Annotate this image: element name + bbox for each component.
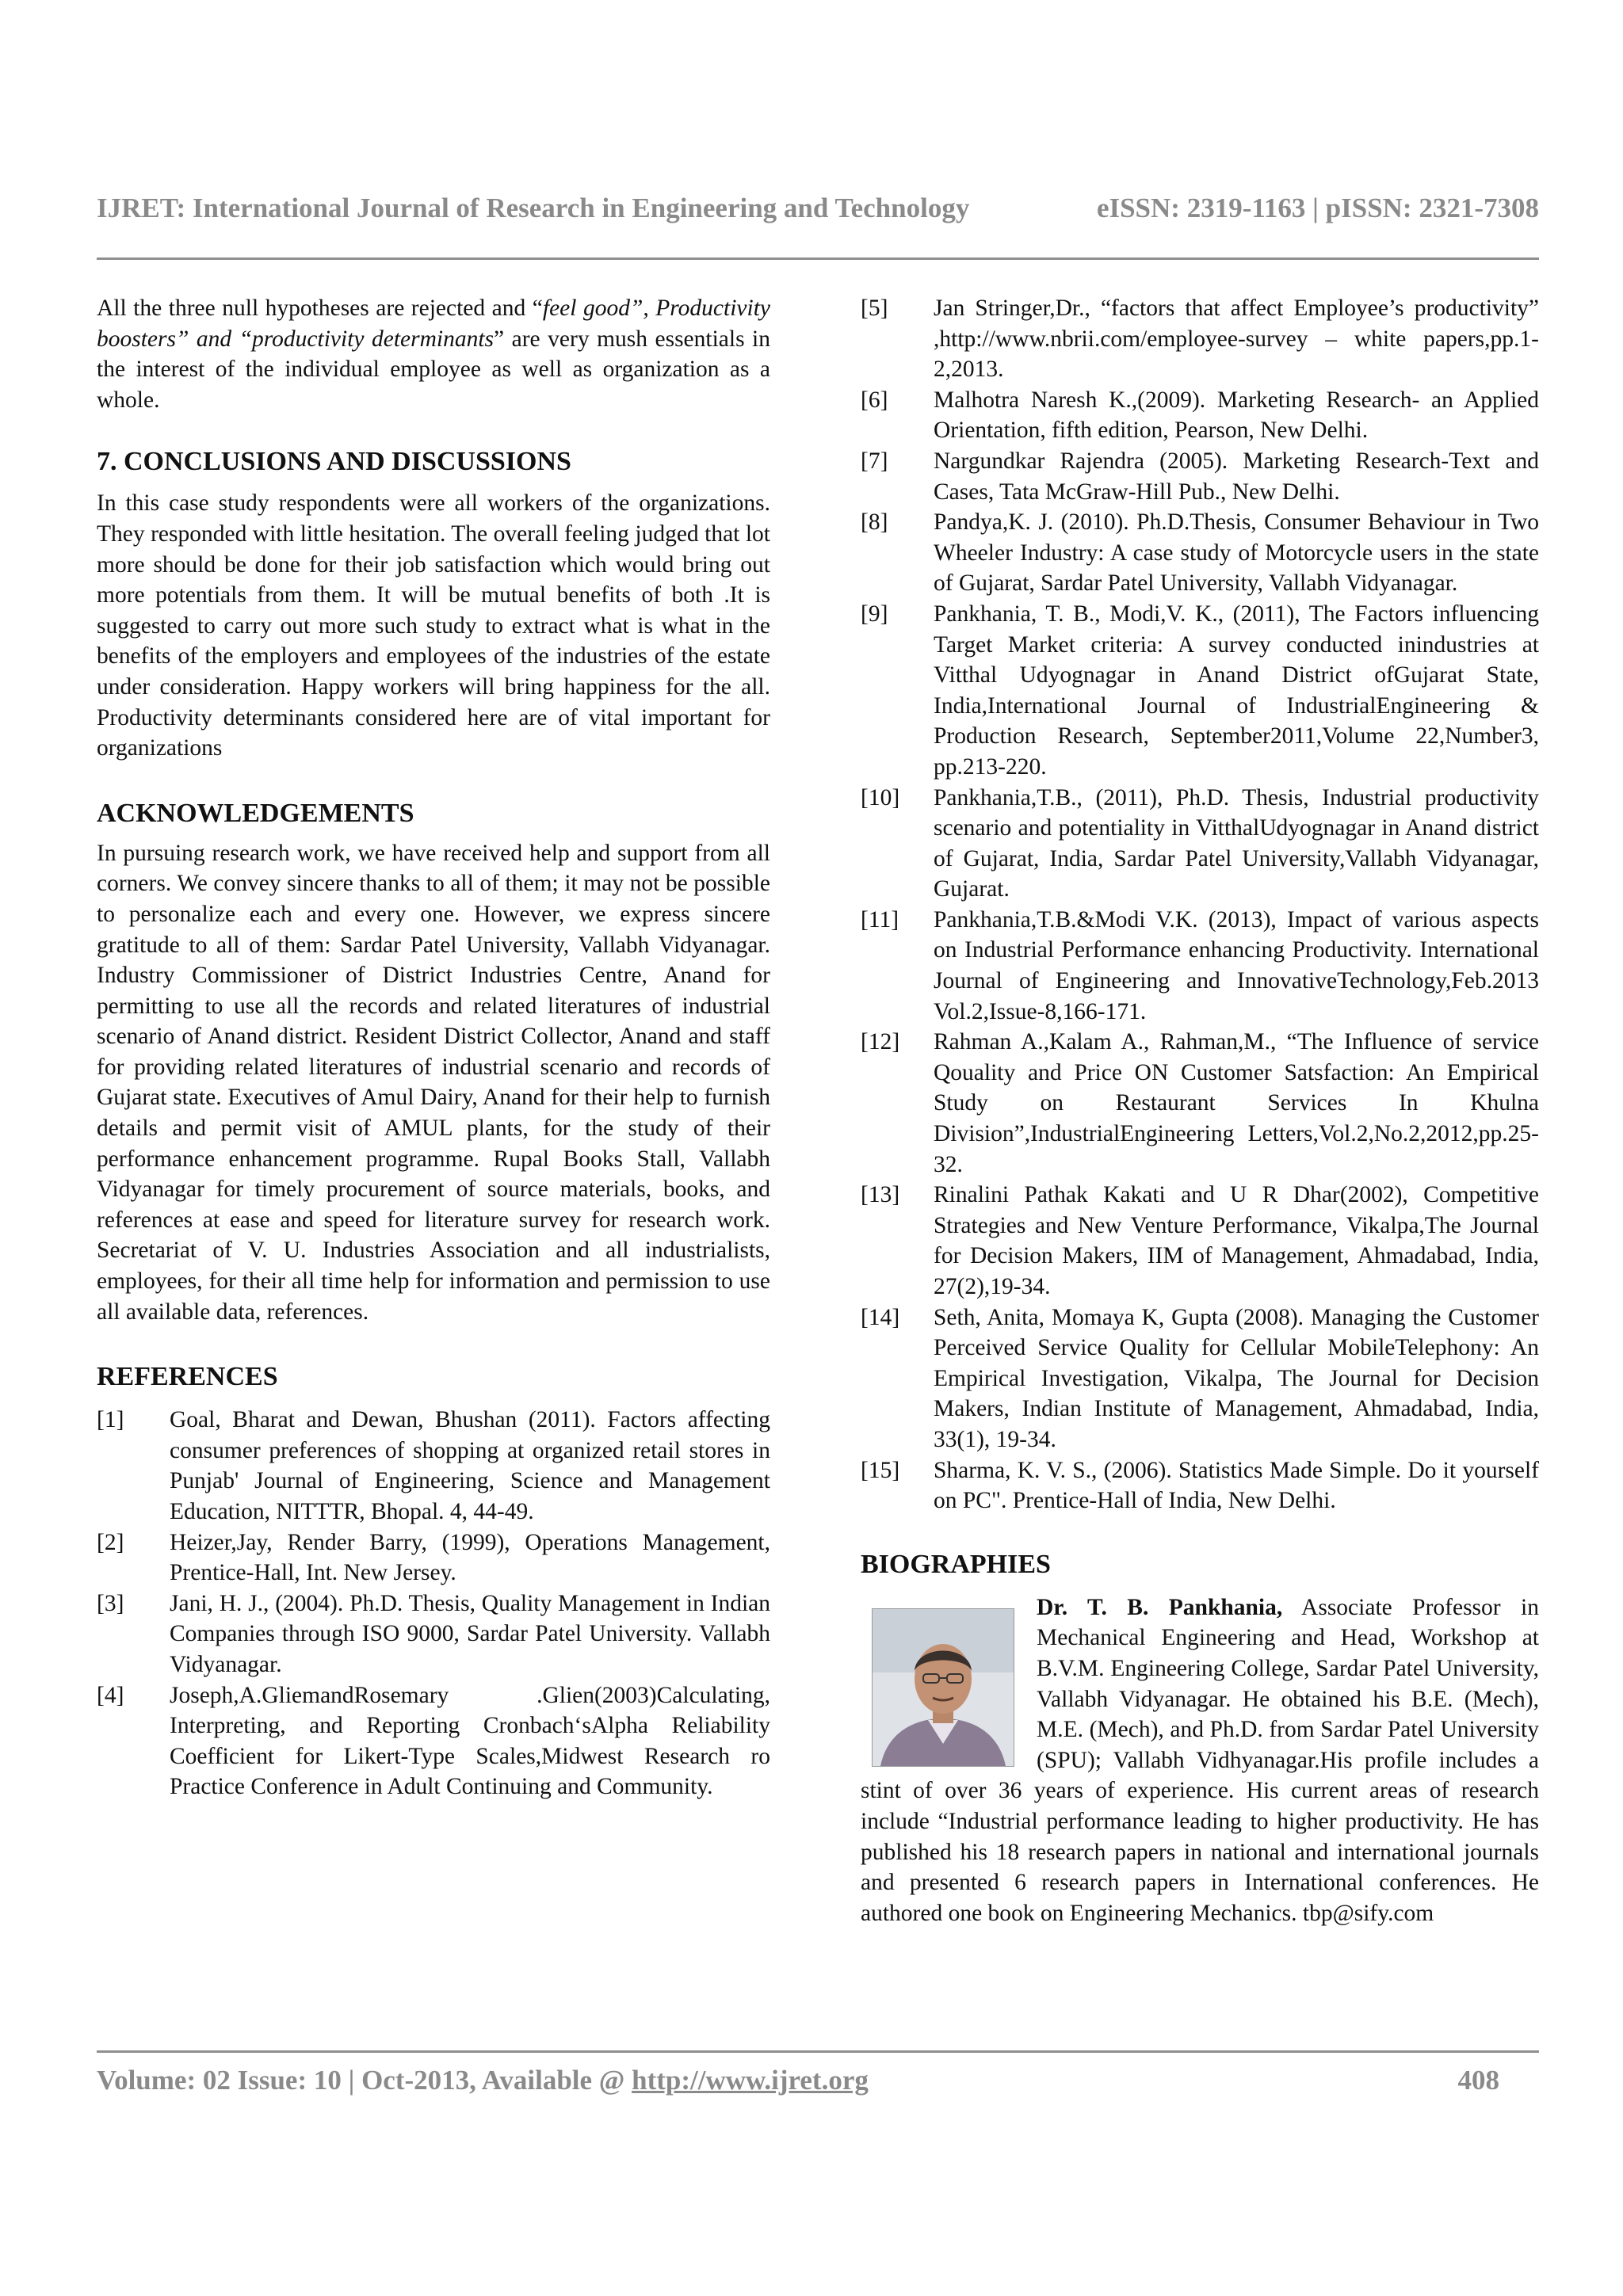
acknowledgements-heading: ACKNOWLEDGEMENTS (97, 798, 414, 828)
left-column (97, 293, 770, 1802)
reference-text: Pankhania,T.B., (2011), Ph.D. Thesis, Industrial productivity scenario and potentiality in VitthalUdyognagar in Anand district of Gujarat, India, Sardar Patel University,Vallabh Vidyanagar, Gujarat. (934, 784, 1539, 902)
reference-item (97, 1589, 770, 1680)
conclusions-paragraph: In this case study respondents were all workers of the organizations. They responded with little hesitation. The overall feeling judged that lot more should be done for their job satisfaction which would bring out more potentials from them. It will be mutual benefits of both .It is suggested to carry out more such study to extract what is what in the benefits of the employers and employees of the industries of the estate under consideration. Happy workers will bring happiness for the all. Productivity determinants considered here are of vital important for organizations (97, 490, 770, 761)
biography-entry (861, 1592, 1539, 1929)
header-divider (97, 257, 1539, 260)
reference-number: [14] (861, 1304, 900, 1330)
reference-item (861, 1180, 1539, 1302)
reference-number: [1] (97, 1407, 124, 1433)
biographies-heading: BIOGRAPHIES (861, 1549, 1051, 1579)
reference-text: Jan Stringer,Dr., “factors that affect Employee’s productivity” ,http://www.nbrii.com/employee-survey – white papers,pp.1-2,2013. (934, 296, 1539, 383)
reference-text: Pankhania, T. B., Modi,V. K., (2011), The Factors influencing Target Market criteria: A survey conducted inindustries at Vitthal Udyognagar in Anand District ofGujarat State, India,International Journal of IndustrialEngineering & Production Research, September2011,Volume 22,Number3, pp.213-220. (934, 601, 1539, 780)
reference-number: [12] (861, 1029, 900, 1055)
reference-item (861, 1027, 1539, 1180)
right-column (861, 293, 1539, 1928)
references-list-left (97, 1405, 770, 1802)
intro-emphasis: feel good”, Productivity boosters” and “productivity determinants (97, 296, 770, 352)
reference-number: [7] (861, 448, 888, 474)
author-name: Dr. T. B. Pankhania, (1037, 1594, 1283, 1620)
intro-paragraph (97, 293, 770, 415)
reference-text: Nargundkar Rajendra (2005). Marketing Research-Text and Cases, Tata McGraw-Hill Pub., New Delhi. (934, 448, 1539, 505)
reference-text: Malhotra Naresh K.,(2009). Marketing Research- an Applied Orientation, fifth edition, Pearson, New Delhi. (934, 387, 1539, 444)
journal-link[interactable]: http://www.ijret.org (632, 2065, 869, 2096)
reference-number: [5] (861, 296, 888, 321)
footer-volume-text: Volume: 02 Issue: 10 | Oct-2013, Available @ (97, 2065, 632, 2096)
references-list-right (861, 293, 1539, 1516)
reference-item (861, 385, 1539, 446)
conclusions-heading: 7. CONCLUSIONS AND DISCUSSIONS (97, 447, 571, 477)
reference-text: Joseph,A.GliemandRosemary .Glien(2003)Calculating, Interpreting, and Reporting Cronbach‘sAlpha Reliability Coefficient for Likert-Type Scales,Midwest Research ro Practice Conference in Adult Continuing and Community. (170, 1682, 770, 1800)
reference-text: Pankhania,T.B.&Modi V.K. (2013), Impact of various aspects on Industrial Performance enhancing Productivity. International Journal of Engineering and InnovativeTechnology,Feb.2013 Vol.2,Issue-8,166-171. (934, 906, 1539, 1024)
reference-text: Goal, Bharat and Dewan, Bhushan (2011). Factors affecting consumer preferences of shopping at organized retail stores in Punjab' Journal of Engineering, Science and Management Education, NITTTR, Bhopal. 4, 44-49. (170, 1407, 770, 1524)
reference-number: [4] (97, 1682, 124, 1708)
references-heading: REFERENCES (97, 1362, 278, 1392)
footer-volume-info (97, 2065, 869, 2096)
page-footer (97, 2065, 1499, 2096)
reference-text: Rahman A.,Kalam A., Rahman,M., “The Influence of service Qouality and Price ON Customer Satsfaction: An Empirical Study on Restaurant Services In Khulna Division”,IndustrialEngineering Letters,Vol.2,No.2,2012,pp.25-32. (934, 1029, 1539, 1177)
journal-title: IJRET: International Journal of Research in Engineering and Technology (97, 193, 970, 223)
reference-number: [6] (861, 387, 888, 413)
reference-text: Pandya,K. J. (2010). Ph.D.Thesis, Consumer Behaviour in Two Wheeler Industry: A case study of Motorcycle users in the state of Gujarat, Sardar Patel University, Vallabh Vidyanagar. (934, 509, 1539, 597)
reference-number: [15] (861, 1457, 900, 1483)
reference-number: [10] (861, 784, 900, 810)
reference-item (861, 783, 1539, 905)
reference-item (861, 293, 1539, 385)
acknowledgements-paragraph: In pursuing research work, we have received help and support from all corners. We convey sincere thanks to all of them; it may not be possible to personalize each and every one. However, we express sincere gratitude to all of them: Sardar Patel University, Vallabh Vidyanagar. Industry Commissioner of District Industries Centre, Anand for permitting to use all the records and related literatures of industrial scenario of Anand district. Resident District Collector, Anand and staff for providing related literatures of industrial scenario and records of Gujarat state. Executives of Amul Dairy, Anand for their help to furnish details and permit visit of AMUL plants, for the study of their performance enhancement programme. Rupal Books Stall, Vallabh Vidyanagar for timely procurement of source materials, books, and references at ease and speed for literature survey for research work. Secretariat of V. U. Industries Association and all industrialists, employees, for their all time help for information and permission to use all available data, references. (97, 840, 770, 1325)
reference-item (97, 1527, 770, 1589)
reference-item (861, 507, 1539, 599)
running-header (97, 193, 1539, 224)
reference-number: [13] (861, 1182, 900, 1208)
reference-item (97, 1405, 770, 1527)
reference-item (861, 446, 1539, 507)
reference-number: [2] (97, 1529, 124, 1555)
reference-item (97, 1680, 770, 1802)
intro-text-a: All the three null hypotheses are rejected and “ (97, 296, 543, 321)
reference-number: [9] (861, 601, 888, 627)
biography-body: Associate Professor in Mechanical Engineering and Head, Workshop at B.V.M. Engineering College, Sardar Patel University, Vallabh Vidyanagar. He obtained his B.E. (Mech), M.E. (Mech), and Ph.D. from Sardar Patel University (SPU); Vallabh Vidhyanagar.His profile includes a stint of over 36 years of experience. His current areas of research include “Industrial performance leading to higher productivity. He has published his 18 research papers in national and international journals and presented 6 research papers in International conferences. He authored one book on Engineering Mechanics. tbp@sify.com (861, 1594, 1539, 1926)
reference-text: Sharma, K. V. S., (2006). Statistics Made Simple. Do it yourself on PC". Prentice-Hall of India, New Delhi. (934, 1457, 1539, 1514)
reference-number: [11] (861, 906, 899, 933)
reference-number: [3] (97, 1590, 124, 1616)
issn-info: eISSN: 2319-1163 | pISSN: 2321-7308 (1096, 193, 1539, 223)
reference-item (861, 599, 1539, 783)
footer-divider (97, 2050, 1539, 2053)
reference-item (861, 905, 1539, 1027)
reference-text: Rinalini Pathak Kakati and U R Dhar(2002), Competitive Strategies and New Venture Performance, Vikalpa,The Journal for Decision Makers, IIM of Management, Ahmadabad, India, 27(2),19-34. (934, 1182, 1539, 1299)
intro-text-b: ” are very mush essentials in the interest of the individual employee as well as organization as a whole. (97, 326, 770, 413)
reference-number: [8] (861, 509, 888, 536)
reference-text: Seth, Anita, Momaya K, Gupta (2008). Managing the Customer Perceived Service Quality for Cellular MobileTelephony: An Empirical Investigation, Vikalpa, The Journal for Decision Makers, Indian Institute of Management, Ahmadabad, India, 33(1), 19-34. (934, 1304, 1539, 1452)
reference-text: Jani, H. J., (2004). Ph.D. Thesis, Quality Management in Indian Companies through ISO 9000, Sardar Patel University. Vallabh Vidyanagar. (170, 1590, 770, 1677)
page-number: 408 (1457, 2065, 1499, 2096)
reference-text: Heizer,Jay, Render Barry, (1999), Operations Management, Prentice-Hall, Int. New Jersey. (170, 1529, 770, 1586)
reference-item (861, 1455, 1539, 1516)
reference-item (861, 1302, 1539, 1455)
author-photo (872, 1608, 1014, 1767)
